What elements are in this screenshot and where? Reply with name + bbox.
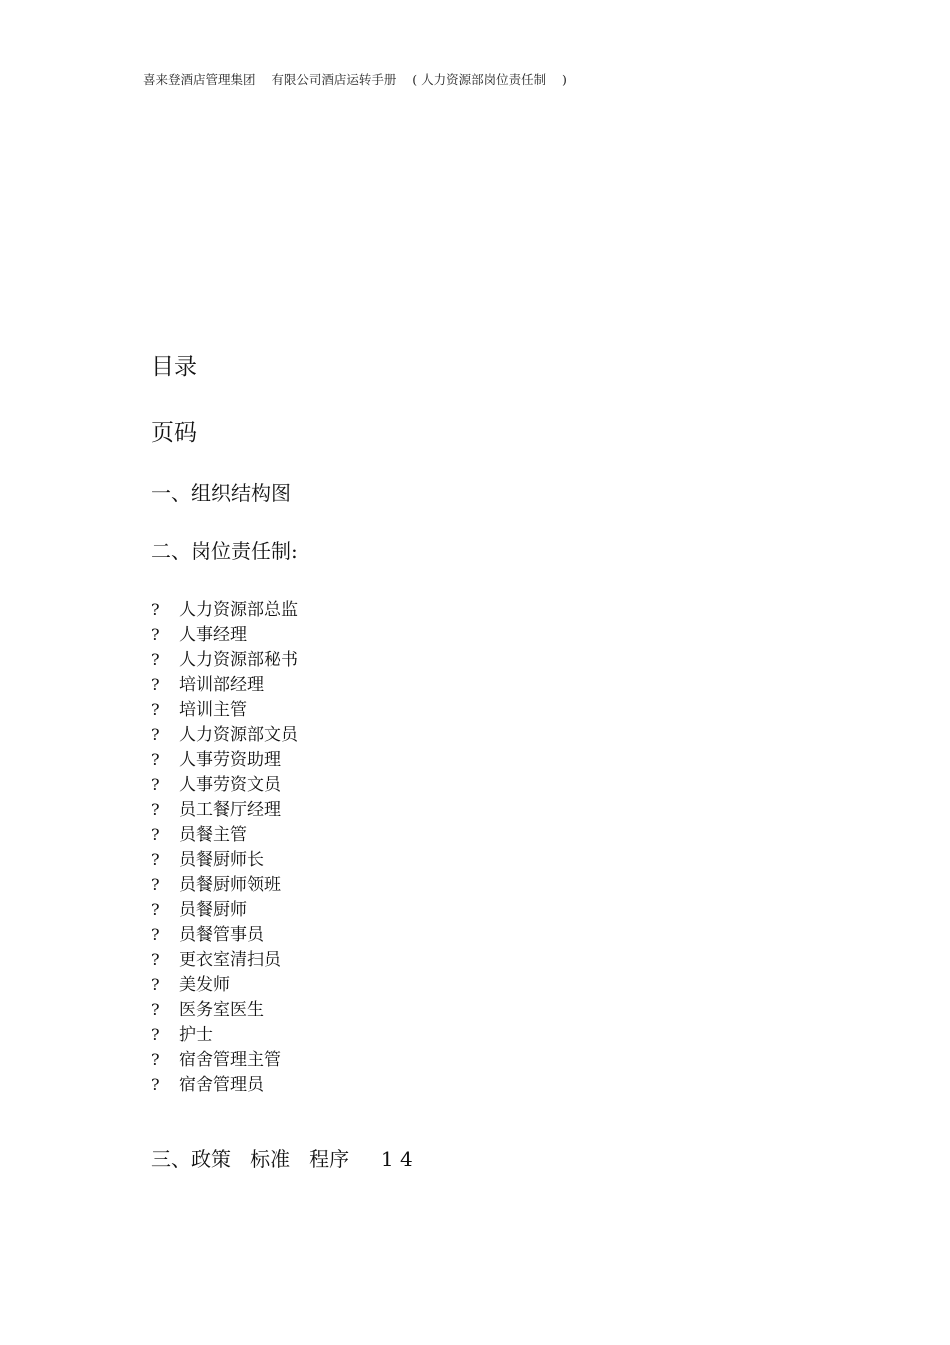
list-item-label: 人事经理 [179,625,247,645]
bullet-marker: ? [151,825,160,844]
list-item [151,647,298,672]
page-number-label: 页码 [151,420,197,446]
list-item-label: 人力资源部总监 [179,600,298,620]
list-item [151,947,298,972]
bullet-marker: ? [151,850,160,869]
list-item [151,1022,298,1047]
list-item [151,1072,298,1097]
list-item [151,597,298,622]
section-org-chart: 一、组织结构图 [151,481,291,505]
list-item [151,897,298,922]
bullet-marker: ? [151,800,160,819]
section-policies-standards-procedures: 三、政策 标准 程序 1 4 [151,1147,413,1171]
list-item-label: 员餐厨师领班 [179,875,281,895]
list-item-label: 人力资源部文员 [179,725,298,745]
bullet-marker: ? [151,1025,160,1044]
bullet-marker: ? [151,1075,160,1094]
list-item-label: 更衣室清扫员 [179,950,281,970]
document-header: 喜来登酒店管理集团 有限公司酒店运转手册 ( 人力资源部岗位责任制 ) [143,72,567,87]
bullet-marker: ? [151,925,160,944]
list-item [151,672,298,697]
list-item-label: 美发师 [179,975,230,995]
bullet-marker: ? [151,775,160,794]
bullet-marker: ? [151,875,160,894]
list-item [151,722,298,747]
bullet-marker: ? [151,1050,160,1069]
list-item-label: 人事劳资文员 [179,775,281,795]
list-item-label: 人力资源部秘书 [179,650,298,670]
list-item-label: 员餐管事员 [179,925,264,945]
list-item-label: 宿舍管理员 [179,1075,264,1095]
list-item-label: 培训部经理 [179,675,264,695]
list-item-label: 人事劳资助理 [179,750,281,770]
bullet-marker: ? [151,650,160,669]
list-item-label: 员餐厨师 [179,900,247,920]
position-list [151,597,298,1097]
list-item-label: 培训主管 [179,700,247,720]
list-item-label: 宿舍管理主管 [179,1050,281,1070]
bullet-marker: ? [151,975,160,994]
toc-title: 目录 [151,354,197,380]
list-item [151,847,298,872]
list-item-label: 员餐主管 [179,825,247,845]
bullet-marker: ? [151,700,160,719]
list-item-label: 员工餐厅经理 [179,800,281,820]
list-item-label: 医务室医生 [179,1000,264,1020]
list-item [151,797,298,822]
list-item [151,1047,298,1072]
bullet-marker: ? [151,950,160,969]
bullet-marker: ? [151,725,160,744]
list-item [151,997,298,1022]
bullet-marker: ? [151,1000,160,1019]
list-item [151,772,298,797]
list-item [151,622,298,647]
list-item [151,922,298,947]
list-item-label: 员餐厨师长 [179,850,264,870]
bullet-marker: ? [151,600,160,619]
bullet-marker: ? [151,900,160,919]
list-item [151,697,298,722]
bullet-marker: ? [151,625,160,644]
section-job-responsibilities: 二、岗位责任制: [151,539,298,563]
bullet-marker: ? [151,750,160,769]
list-item [151,747,298,772]
list-item [151,972,298,997]
bullet-marker: ? [151,675,160,694]
list-item-label: 护士 [179,1025,213,1045]
list-item [151,822,298,847]
list-item [151,872,298,897]
